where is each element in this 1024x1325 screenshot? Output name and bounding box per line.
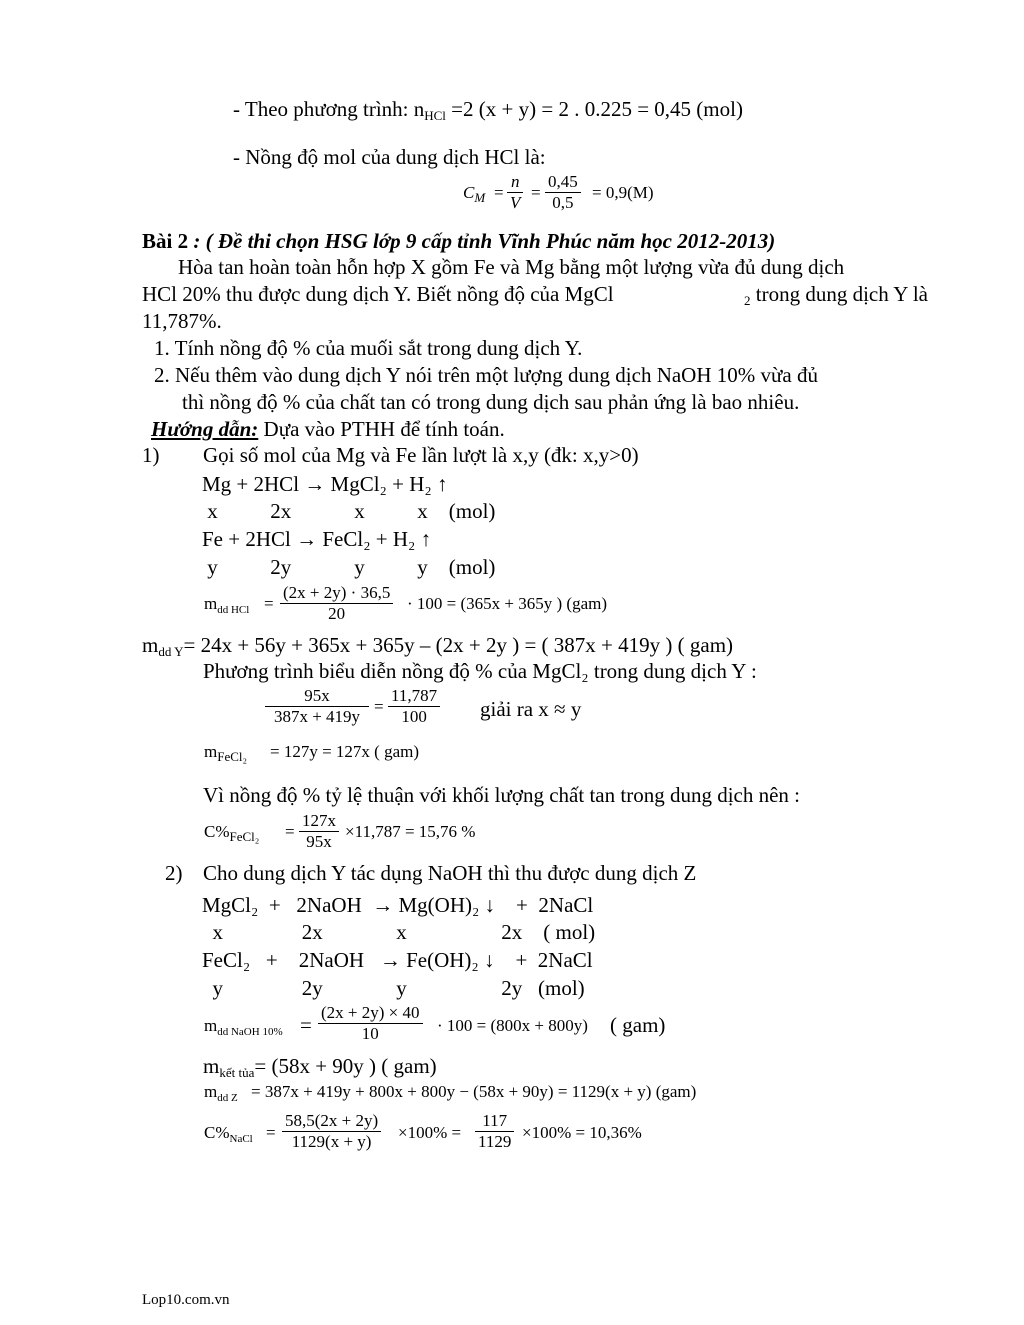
question-1: 1. Tính nồng độ % của muối sắt trong dung dịch Y. <box>154 336 583 360</box>
bai2-para-3: 11,787%. <box>142 309 222 333</box>
guide-line: Hướng dẫn: Dựa vào PTHH để tính toán. <box>151 417 505 441</box>
footer-site: Lop10.com.vn <box>142 1292 230 1308</box>
reaction-mg-moles: x 2x x x (mol) <box>202 499 496 523</box>
reaction-fecl2-moles: y 2y y 2y (mol) <box>202 976 585 1000</box>
pt-text: Phương trình biểu diễn nồng độ % của MgCl₂ trong dung dịch Y : <box>203 659 757 683</box>
part1-intro: Gọi số mol của Mg và Fe lần lượt là x,y (đk: x,y>0) <box>203 443 639 467</box>
bai2-heading: Bài 2 : ( Đề thi chọn HSG lớp 9 cấp tỉnh Vĩnh Phúc năm học 2012-2013) <box>142 229 776 253</box>
vi-text: Vì nồng độ % tỷ lệ thuận với khối lượng chất tan trong dung dịch nên : <box>203 783 801 807</box>
reaction-fe-hcl: Fe + 2HCl → FeCl₂ + H₂ ↑ <box>202 527 432 551</box>
reaction-mgcl2-moles: x 2x x 2x ( mol) <box>202 920 596 944</box>
part1-number: 1) <box>142 443 160 467</box>
reaction-fecl2-naoh: FeCl₂ + 2NaOH → Fe(OH)₂ ↓ + 2NaCl <box>202 948 593 972</box>
question-2a: 2. Nếu thêm vào dung dịch Y nói trên một lượng dung dịch NaOH 10% vừa đủ <box>154 363 818 387</box>
question-2b: thì nồng độ % của chất tan có trong dung dịch sau phản ứng là bao nhiêu. <box>182 390 800 414</box>
part2-number: 2) <box>165 861 183 885</box>
bai2-para-1: Hòa tan hoàn toàn hỗn hợp X gồm Fe và Mg bằng một lượng vừa đủ dung dịch <box>178 255 845 279</box>
intro-line-2: - Nồng độ mol của dung dịch HCl là: <box>233 145 546 169</box>
part2-intro: Cho dung dịch Y tác dụng NaOH thì thu được dung dịch Z <box>203 861 697 885</box>
mdd-y-line: $m_{dd Y}= 24x + 56y + 365x + 365y - (2x + 2y$ ) = ( 387x + 419y ) ( gam) <box>142 633 734 659</box>
m-ket-tua-line: $m_{kết tủa}= (58x + 90y$ ) ( gam) <box>203 1054 437 1080</box>
reaction-mgcl2-naoh: MgCl₂ + 2NaOH → Mg(OH)₂ ↓ + 2NaCl <box>202 893 594 917</box>
reaction-fe-moles: y 2y y y (mol) <box>202 555 496 579</box>
intro-line-1: - Theo phương trình: $n_{HCl} =2$ (x + y) = 2 . 0.225 = 0,45 (mol) <box>233 97 743 123</box>
bai2-para-2: HCl 20% thu được dung dịch Y. Biết nồng độ của MgCl $_2$ trong dung dịch Y là <box>142 282 928 308</box>
reaction-mg-hcl: Mg + 2HCl → MgCl₂ + H₂ ↑ <box>202 472 448 496</box>
